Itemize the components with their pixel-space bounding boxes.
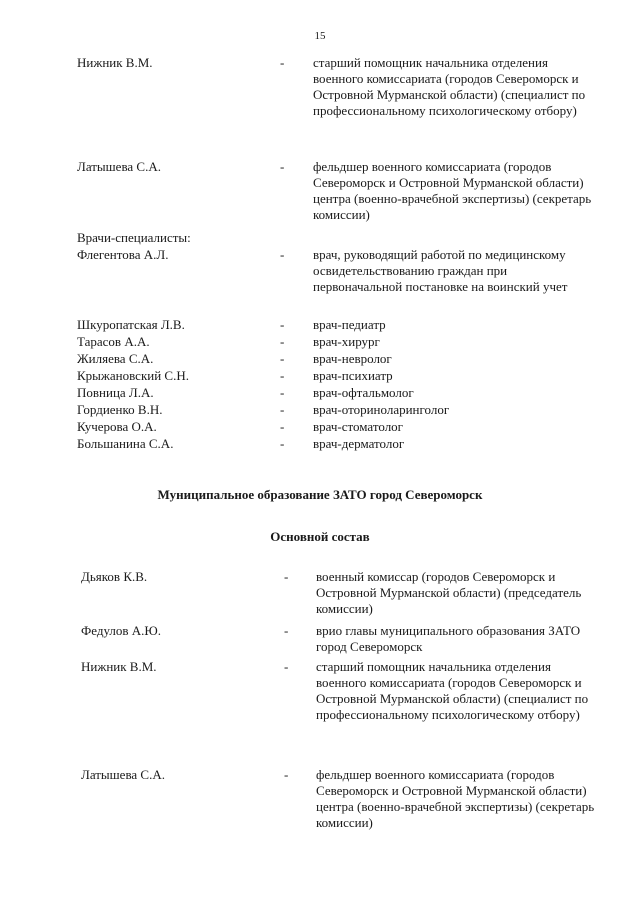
member-role: старший помощник начальника отделения военного комиссариата (городов Североморск и Островной Мурманской области) (специалист по профессиональному психологическому отбору) bbox=[313, 55, 586, 118]
doctor-entry bbox=[77, 247, 597, 311]
dash: - bbox=[280, 436, 285, 451]
doctors-label: Врачи-специалисты: bbox=[77, 230, 191, 245]
dash: - bbox=[284, 767, 289, 782]
doctor-name: Крыжановский С.Н. bbox=[77, 368, 189, 383]
doctor-name: Гордиенко В.Н. bbox=[77, 402, 163, 417]
member-entry bbox=[77, 55, 597, 151]
doctor-role: врач-офтальмолог bbox=[313, 385, 414, 400]
dash: - bbox=[280, 419, 285, 434]
doctor-name: Шкуропатская Л.В. bbox=[77, 317, 185, 332]
doctor-name: Тарасов А.А. bbox=[77, 334, 150, 349]
doctor-entry bbox=[77, 368, 597, 384]
page-number: 15 bbox=[314, 30, 326, 42]
doctor-name: Повница Л.А. bbox=[77, 385, 154, 400]
doctor-entry bbox=[77, 402, 597, 418]
doctor-entry bbox=[77, 436, 597, 452]
doctor-role: врач-оториноларинголог bbox=[313, 402, 450, 417]
member-role: врио главы муниципального образования ЗАТО город Североморск bbox=[316, 623, 581, 654]
member-entry bbox=[81, 623, 601, 655]
dash: - bbox=[280, 334, 285, 349]
doctor-role: врач-невролог bbox=[313, 351, 392, 366]
dash: - bbox=[280, 351, 285, 366]
doctor-role: врач-хирург bbox=[313, 334, 380, 349]
section-subtitle: Основной состав bbox=[270, 529, 370, 544]
member-name: Нижник В.М. bbox=[77, 55, 153, 70]
member-entry bbox=[81, 569, 601, 617]
member-role: старший помощник начальника отделения военного комиссариата (городов Североморск и Островной Мурманской области) (специалист по профессиональному психологическому отбору) bbox=[316, 659, 589, 722]
dash: - bbox=[280, 247, 285, 262]
doctor-entry bbox=[77, 351, 597, 367]
member-name: Федулов А.Ю. bbox=[81, 623, 162, 638]
doctor-role: врач-дерматолог bbox=[313, 436, 405, 451]
dash: - bbox=[280, 317, 285, 332]
member-name: Латышева С.А. bbox=[77, 159, 161, 174]
dash: - bbox=[284, 623, 289, 638]
member-role: фельдшер военного комиссариата (городов Североморск и Островной Мурманской области) центра (военно-врачебной экспертизы) (секретарь комиссии) bbox=[316, 767, 595, 830]
doctor-role: врач-стоматолог bbox=[313, 419, 404, 434]
dash: - bbox=[284, 659, 289, 674]
doctor-entry bbox=[77, 419, 597, 435]
member-name: Нижник В.М. bbox=[81, 659, 157, 674]
doctor-name: Флегентова А.Л. bbox=[77, 247, 169, 262]
dash: - bbox=[280, 385, 285, 400]
member-name: Латышева С.А. bbox=[81, 767, 165, 782]
doctor-role: врач-психиатр bbox=[313, 368, 393, 383]
doctor-entry bbox=[77, 317, 597, 333]
dash: - bbox=[280, 402, 285, 417]
dash: - bbox=[280, 55, 285, 70]
doctor-name: Кучерова О.А. bbox=[77, 419, 157, 434]
doctor-name: Жиляева С.А. bbox=[77, 351, 154, 366]
dash: - bbox=[280, 159, 285, 174]
dash: - bbox=[284, 569, 289, 584]
member-entry bbox=[81, 659, 601, 755]
member-entry bbox=[81, 767, 601, 831]
dash: - bbox=[280, 368, 285, 383]
member-name: Дьяков К.В. bbox=[81, 569, 148, 584]
doctor-role: врач, руководящий работой по медицинскому освидетельствованию граждан при первоначальной постановке на воинский учет bbox=[313, 247, 568, 294]
doctor-name: Большанина С.А. bbox=[77, 436, 174, 451]
doctor-entry bbox=[77, 334, 597, 350]
member-entry bbox=[77, 159, 597, 223]
member-role: фельдшер военного комиссариата (городов Североморск и Островной Мурманской области) центра (военно-врачебной экспертизы) (секретарь комиссии) bbox=[313, 159, 592, 222]
section-title: Муниципальное образование ЗАТО город Североморск bbox=[157, 487, 483, 502]
doctor-role: врач-педиатр bbox=[313, 317, 386, 332]
doctor-entry bbox=[77, 385, 597, 401]
member-role: военный комиссар (городов Североморск и Островной Мурманской области) (председатель комиссии) bbox=[316, 569, 582, 616]
